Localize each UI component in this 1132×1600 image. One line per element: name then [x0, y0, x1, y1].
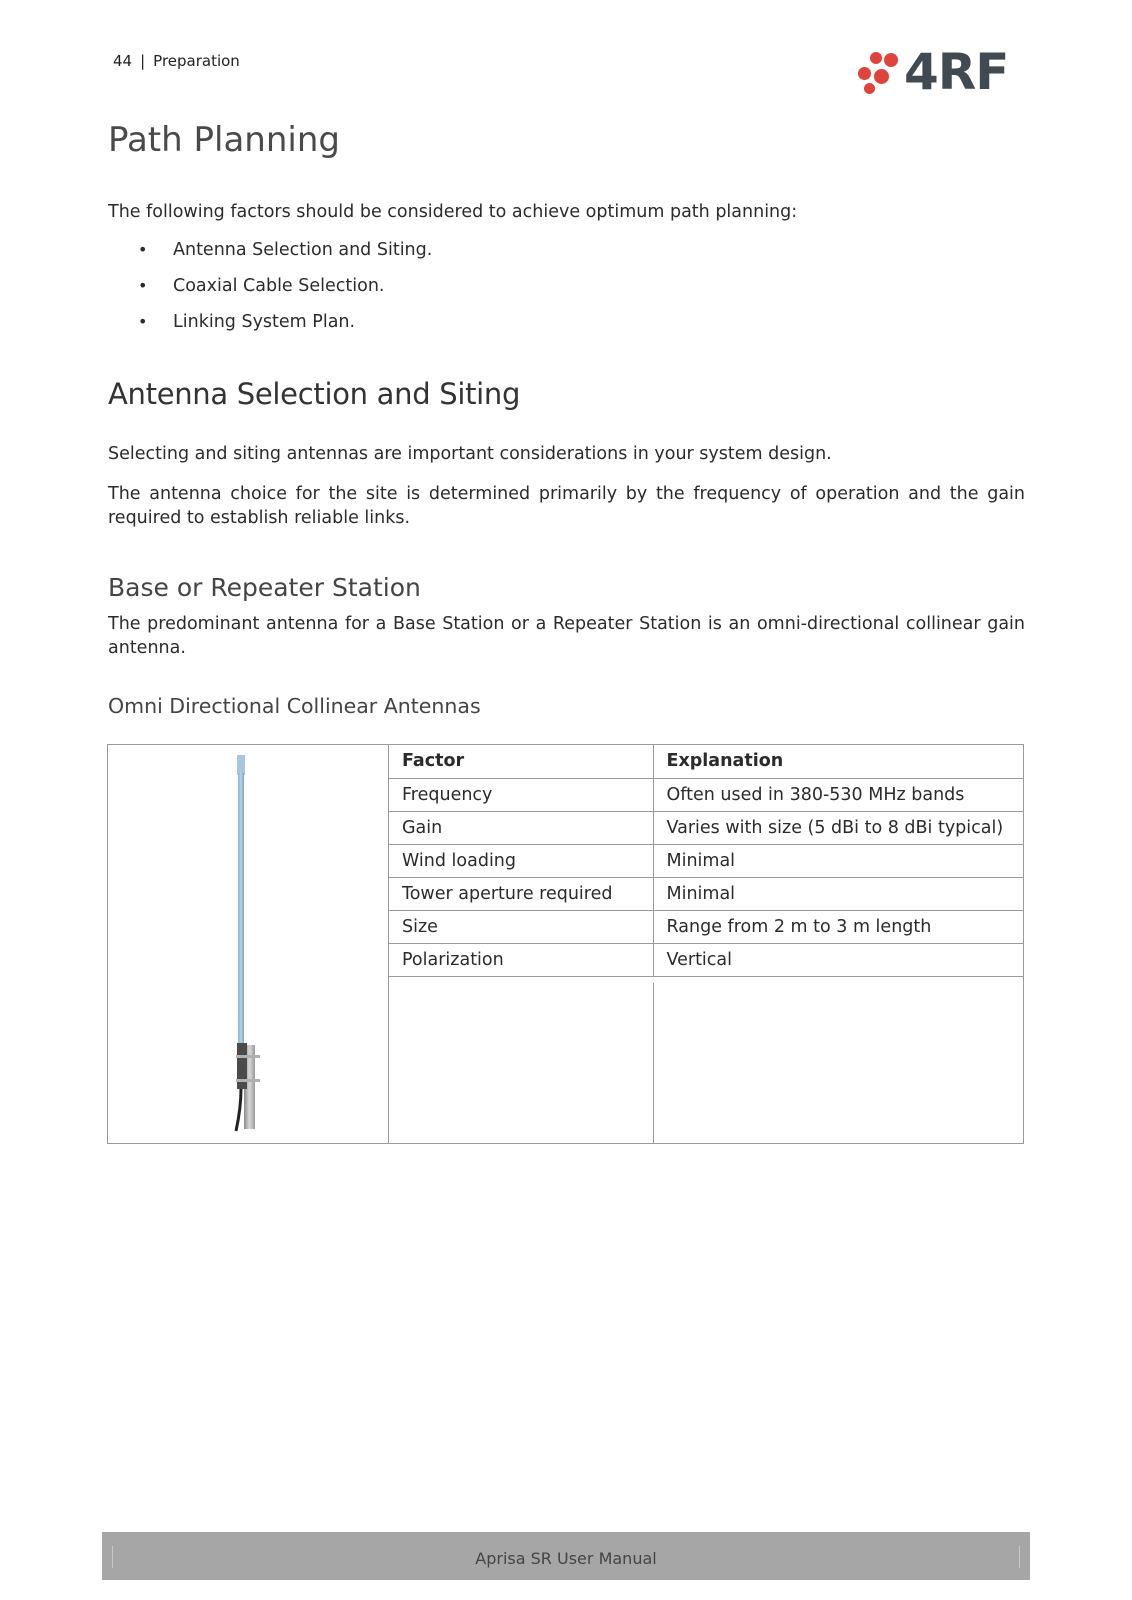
table-row — [389, 910, 1023, 943]
antenna-illustration — [108, 745, 389, 1143]
table-cell: Gain — [389, 811, 653, 844]
table-row — [389, 844, 1023, 877]
logo-dot — [870, 52, 882, 64]
paragraph: Selecting and siting antennas are important considerations in your system design. — [108, 444, 832, 464]
factor-table — [389, 745, 1023, 977]
logo-text: 4RF — [904, 43, 1009, 101]
logo-dot — [884, 53, 898, 67]
section-heading-omni: Omni Directional Collinear Antennas — [108, 694, 481, 718]
section-heading-antenna: Antenna Selection and Siting — [108, 377, 521, 411]
table-cell: Often used in 380-530 MHz bands — [653, 778, 1023, 811]
list-item: • Coaxial Cable Selection. — [108, 274, 432, 310]
table-header-row — [389, 745, 1023, 778]
section-name: Preparation — [153, 52, 240, 70]
section-heading-base: Base or Repeater Station — [108, 573, 421, 602]
table-cell: Size — [389, 910, 653, 943]
table-cell: Wind loading — [389, 844, 653, 877]
table-cell: Minimal — [653, 877, 1023, 910]
footer-title: Aprisa SR User Manual — [112, 1546, 1020, 1568]
table-row — [389, 877, 1023, 910]
table-cell: Vertical — [653, 943, 1023, 976]
table-row — [389, 778, 1023, 811]
antenna-image-cell — [108, 745, 389, 1143]
page-title: Path Planning — [108, 120, 340, 160]
running-header — [113, 52, 240, 70]
4rf-logo — [856, 43, 1021, 101]
logo-dot — [864, 83, 875, 94]
page-footer — [102, 1532, 1030, 1580]
paragraph: The predominant antenna for a Base Station or a Repeater Station is an omni-directional collinear gain antenna. — [108, 614, 1025, 658]
table-cell: Range from 2 m to 3 m length — [653, 910, 1023, 943]
factor-list — [108, 238, 432, 346]
logo-dot — [858, 67, 871, 80]
table-row — [389, 943, 1023, 976]
list-item: • Antenna Selection and Siting. — [108, 238, 432, 274]
column-divider — [653, 983, 654, 1143]
logo-dot — [874, 69, 889, 84]
column-header: Explanation — [653, 745, 1023, 778]
table-cell: Polarization — [389, 943, 653, 976]
table-cell: Minimal — [653, 844, 1023, 877]
list-item: • Linking System Plan. — [108, 310, 432, 346]
table-cell: Varies with size (5 dBi to 8 dBi typical) — [653, 811, 1023, 844]
paragraph: The antenna choice for the site is determined primarily by the frequency of operation and the gain required to establish reliable links. — [108, 484, 1025, 528]
column-header: Factor — [389, 745, 653, 778]
intro-text: The following factors should be considered to achieve optimum path planning: — [108, 202, 798, 222]
antenna-table — [107, 744, 1024, 1144]
table-row — [389, 811, 1023, 844]
page-number: 44 — [113, 52, 133, 70]
table-cell: Tower aperture required — [389, 877, 653, 910]
table-cell: Frequency — [389, 778, 653, 811]
header-separator: | — [140, 52, 146, 70]
